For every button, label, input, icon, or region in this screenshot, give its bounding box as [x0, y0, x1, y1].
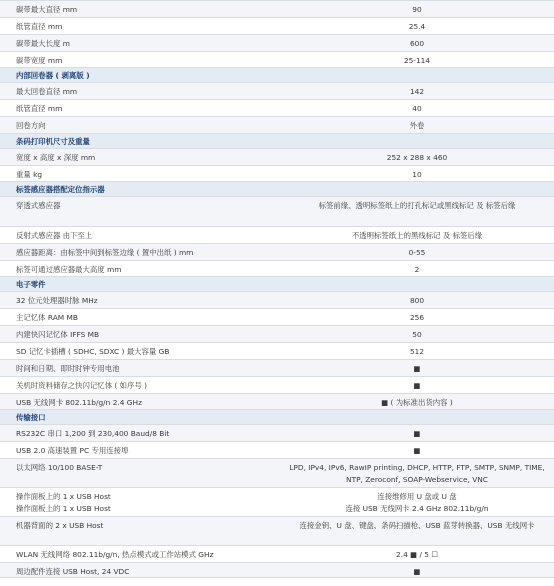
spec-label: 最大回卷直径 mm	[16, 87, 78, 96]
spec-row	[0, 326, 554, 343]
spec-value: 2.4 ■ / 5 ☐	[396, 550, 438, 559]
spec-value: 10	[412, 170, 422, 179]
spec-value: 不透明标签纸上的黑线标记 及 标签后缘	[351, 231, 483, 240]
section-header	[0, 277, 554, 292]
spec-value: ■	[413, 429, 421, 438]
spec-row	[0, 517, 554, 546]
spec-label: 时间和日期、即时时钟专用电池	[16, 364, 120, 373]
spec-label: USB 2.0 高速装置 PC 专用连接埠	[16, 446, 129, 455]
spec-row	[0, 309, 554, 326]
spec-label: 标签可通过感应器最大高度 mm	[16, 265, 122, 274]
spec-label: 操作面板上的 1 x USB Host 操作面板上的 1 x USB Host	[16, 492, 111, 513]
spec-row	[0, 227, 554, 244]
spec-label: 纸管直径 mm	[16, 104, 63, 113]
spec-value: 25.4	[408, 22, 426, 31]
spec-value: 256	[409, 313, 425, 322]
spec-label: 关机时资料储存之快闪记忆体 ( 如序号 )	[16, 381, 148, 390]
spec-value: ■ ( 为标准出货内容 )	[381, 398, 453, 407]
spec-row	[0, 197, 554, 227]
spec-row	[0, 244, 554, 261]
spec-row	[0, 459, 554, 488]
spec-row	[0, 546, 554, 563]
spec-label: 碳带最大直径 mm	[16, 5, 78, 14]
spec-value: 0-55	[408, 248, 426, 257]
spec-value: 连接维修用 U 盘或 U 盘 连接 USB 无线网卡 2.4 GHz 802.11b/g/n	[345, 492, 489, 513]
spec-row	[0, 394, 554, 410]
section-title: 标签感应器搭配定位指示器	[16, 185, 105, 194]
section-header	[0, 182, 554, 197]
spec-label: 纸管直径 mm	[16, 22, 63, 31]
spec-row	[0, 100, 554, 117]
spec-row	[0, 425, 554, 442]
spec-row	[0, 442, 554, 459]
spec-row	[0, 360, 554, 377]
spec-row	[0, 52, 554, 68]
spec-value: 800	[409, 296, 425, 305]
spec-value: LPD, IPv4, IPv6, RawIP printing, DHCP, HTTP, FTP, SMTP, SNMP, TIME, NTP, Zeroconf, SOAP-Webservice, VNC	[289, 463, 545, 484]
spec-value: 90	[412, 5, 422, 14]
section-header	[0, 410, 554, 425]
spec-value: ■	[413, 446, 421, 455]
spec-label: 反射式感应器 由下至上	[16, 231, 93, 240]
section-title: 内部回卷器 ( 剥离版 )	[16, 71, 90, 80]
spec-label: SD 记忆卡插槽 ( SDHC, SDXC ) 最大容量 GB	[16, 347, 170, 356]
spec-row	[0, 292, 554, 309]
section-header	[0, 68, 554, 83]
spec-label: 重量 kg	[16, 170, 43, 179]
spec-value: 外卷	[409, 121, 425, 130]
spec-row	[0, 18, 554, 35]
spec-value: 252 x 288 x 460	[386, 153, 448, 162]
section-title: 条码打印机尺寸及重量	[16, 137, 90, 146]
spec-row	[0, 166, 554, 182]
spec-row	[0, 377, 554, 394]
section-header	[0, 134, 554, 149]
spec-label: USB 无线网卡 802.11b/g/n 2.4 GHz	[16, 398, 142, 407]
spec-label: 回卷方向	[16, 121, 46, 130]
spec-label: 宽度 x 高度 x 深度 mm	[16, 153, 96, 162]
spec-label: 周边配件连接 USB Host, 24 VDC	[16, 567, 130, 576]
spec-label: 感应器距离：由标签中间到标签边缘 ( 置中出纸 ) mm	[16, 248, 194, 257]
spec-row	[0, 149, 554, 166]
section-title: 电子零件	[16, 280, 46, 289]
spec-row	[0, 117, 554, 134]
spec-row	[0, 261, 554, 277]
spec-label: 碳带宽度 mm	[16, 56, 63, 65]
spec-label: 内建快闪记忆体 IFFS MB	[16, 330, 100, 339]
spec-label: 主记忆体 RAM MB	[16, 313, 78, 322]
spec-label: 穿透式感应器	[16, 201, 61, 210]
spec-value: 40	[412, 104, 422, 113]
spec-value: ■	[413, 381, 421, 390]
spec-value: 50	[412, 330, 422, 339]
spec-row	[0, 1, 554, 18]
spec-label: RS232C 串口 1,200 到 230,400 Baud/8 Bit	[16, 429, 170, 438]
spec-value: 标签前缘、透明标签纸上的打孔标记或黑线标记 及 标签后缘	[318, 201, 516, 210]
spec-value: 600	[409, 39, 425, 48]
spec-value: 2	[414, 265, 420, 274]
spec-label: 碳带最大长度 m	[16, 39, 70, 48]
spec-row	[0, 488, 554, 517]
spec-label: WLAN 无线网络 802.11b/g/n, 热点模式或工作站模式 GHz	[16, 550, 214, 559]
spec-row	[0, 83, 554, 100]
spec-row	[0, 35, 554, 52]
spec-value: ■	[413, 567, 421, 576]
spec-label: 机器背面的 2 x USB Host	[16, 521, 104, 530]
spec-value: ■	[413, 364, 421, 373]
spec-value: 连接金钥、U 盘、键盘、条码扫描枪、USB 蓝芽转换器、USB 无线网卡	[299, 521, 535, 530]
section-title: 传输接口	[16, 413, 46, 422]
spec-value: 512	[409, 347, 425, 356]
spec-row	[0, 343, 554, 360]
spec-label: 以太网络 10/100 BASE-T	[16, 463, 103, 472]
spec-value: 142	[409, 87, 425, 96]
spec-label: 32 位元处理器时脉 MHz	[16, 296, 98, 305]
spec-row	[0, 563, 554, 578]
spec-value: 25-114	[403, 56, 431, 65]
